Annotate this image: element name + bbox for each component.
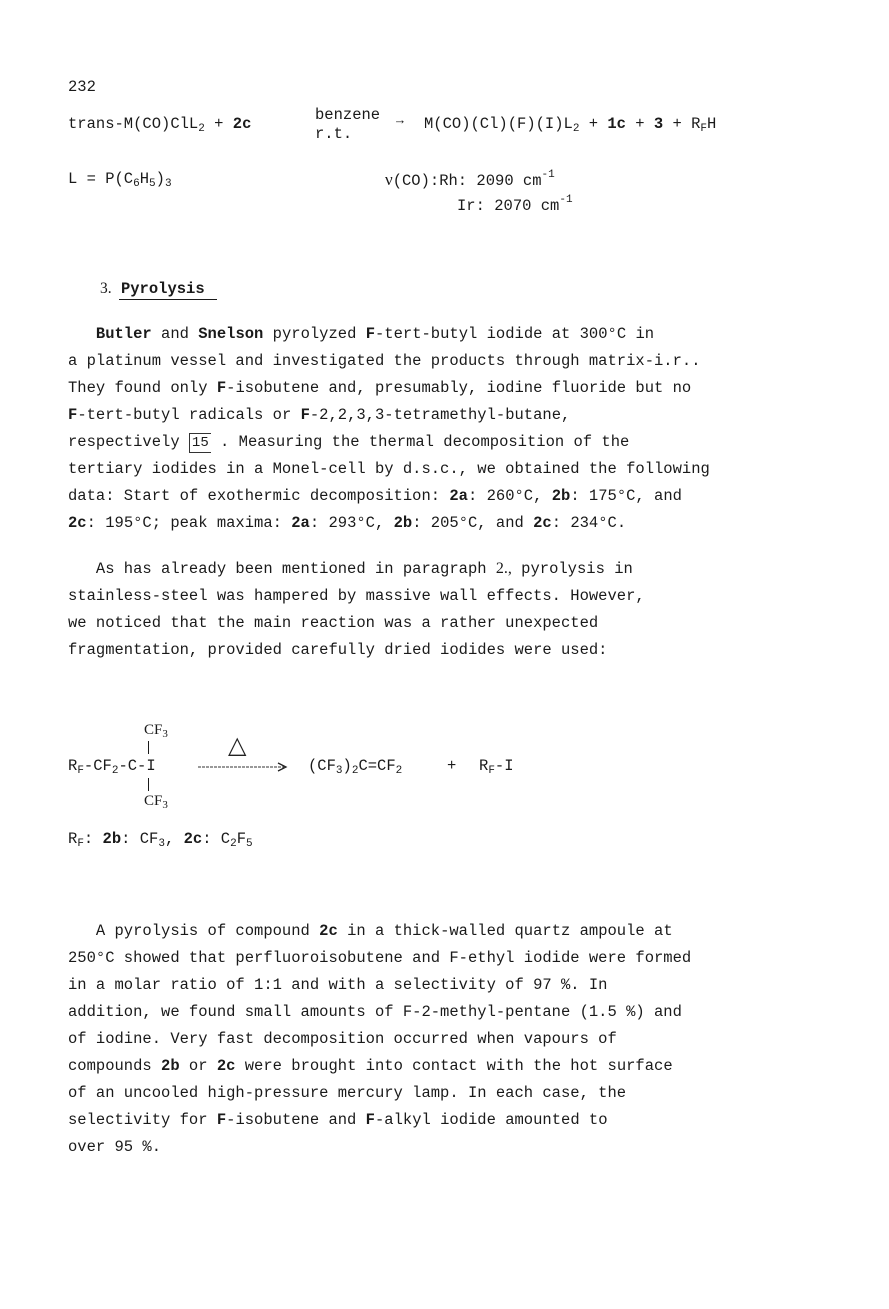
reaction-1-reactants <box>68 115 251 133</box>
scheme-product-2 <box>479 757 514 775</box>
compound-label: 2a <box>449 487 468 505</box>
ligand-mid: H <box>139 170 150 188</box>
nu-symbol: ν <box>385 170 393 189</box>
p3-text: were brought into contact with the hot surface <box>235 1057 673 1075</box>
rf-def-sub: F <box>77 838 84 850</box>
rf-def-b-label: 2b <box>102 830 122 848</box>
p1-line-6: tertiary iodides in a Monel-cell by d.s.c., we obtained the following <box>68 460 710 478</box>
product-b: ) <box>342 757 352 775</box>
p1-line-5 <box>68 429 710 456</box>
p3-bold-f: F <box>216 1111 227 1129</box>
extra-product-3: R <box>691 115 701 133</box>
rf-def-c-sub2: 5 <box>246 838 253 850</box>
p1-line-7 <box>68 483 710 510</box>
compound-label: 2c <box>319 922 338 940</box>
p1-line-4 <box>68 402 710 429</box>
rf-def-c-label: 2c <box>183 830 203 848</box>
p1-text: : 293°C, <box>309 514 394 532</box>
product-sub3: 2 <box>395 765 403 777</box>
p3-line-3: in a molar ratio of 1:1 and with a selectivity of 97 %. In <box>68 976 608 994</box>
paragraph-1 <box>68 321 710 537</box>
extra-product-3-tail: H <box>707 115 717 133</box>
p1-text: pyrolyzed <box>263 325 366 343</box>
compound-label: 2c <box>68 514 87 532</box>
compound-label: 2b <box>393 514 413 532</box>
ligand-close: ) <box>155 170 165 188</box>
compound-label: 2a <box>291 514 310 532</box>
product2-sub: F <box>488 765 495 777</box>
solvent-label: benzene <box>315 106 381 124</box>
p2-line-4: fragmentation, provided carefully dried iodides were used: <box>68 641 608 659</box>
p3-line-1 <box>68 918 691 945</box>
ligand-sub-1: 6 <box>133 178 140 190</box>
section-heading <box>100 280 205 298</box>
chain-b: -C-I <box>118 757 156 775</box>
p1-line-3 <box>68 375 710 402</box>
scheme-bottom-cf3 <box>144 793 168 810</box>
p3-line-8 <box>68 1107 691 1134</box>
rh-exponent: -1 <box>541 169 555 181</box>
p1-text: : 234°C. <box>551 514 627 532</box>
p1-text: : 205°C, and <box>412 514 534 532</box>
p1-line-1 <box>68 321 710 348</box>
ir-label: Ir: <box>457 197 485 215</box>
ir-rh-line <box>385 170 555 190</box>
p3-bold-f: F <box>365 1111 375 1129</box>
p3-line-9: over 95 %. <box>68 1138 162 1156</box>
p1-text: : 260°C, <box>467 487 552 505</box>
rf-definition <box>68 830 253 848</box>
compound-label: 2b <box>161 1057 180 1075</box>
p3-line-6 <box>68 1053 691 1080</box>
rf-def-main: R <box>68 830 78 848</box>
rf-def-c-sub1: 2 <box>230 838 237 850</box>
p3-text: or <box>179 1057 217 1075</box>
rf-def-b-value: : CF <box>121 830 159 848</box>
ir-ir-line <box>457 194 573 215</box>
extra-product-1: 1c <box>607 115 626 133</box>
product-c: C=CF <box>358 757 396 775</box>
top-group: CF <box>144 722 163 738</box>
ligand-sub-2: 5 <box>149 178 156 190</box>
p1-line-2: a platinum vessel and investigated the products through matrix-i.r.. <box>68 352 701 370</box>
scheme-reactant <box>68 757 156 775</box>
product-a: (CF <box>308 757 336 775</box>
p1-line-8 <box>68 510 710 537</box>
p3-text: A pyrolysis of compound <box>68 922 320 940</box>
bond-top <box>148 741 149 754</box>
author-snelson: Snelson <box>198 325 264 343</box>
rf-sub: F <box>77 765 84 777</box>
reference-15[interactable]: 15 <box>189 433 211 453</box>
reaction-1-products: M(CO)(Cl)(F)(I)L2 + 1c + 3 + RFH <box>424 115 717 135</box>
extra-product-3-subscript: F <box>700 123 707 135</box>
scheme-top-cf3 <box>144 722 168 739</box>
page-number: 232 <box>68 78 96 96</box>
bottom-sub: 3 <box>162 799 168 811</box>
rf-def-c-value: : C <box>202 830 231 848</box>
product2-main: R <box>479 757 489 775</box>
p1-text: respectively <box>68 433 189 451</box>
bottom-group: CF <box>144 793 163 809</box>
p3-text: -alkyl iodide amounted to <box>374 1111 608 1129</box>
rh-label: (CO):Rh: <box>392 172 468 190</box>
conditions-label: r.t. <box>315 125 353 143</box>
p3-text: selectivity for <box>68 1111 217 1129</box>
paragraph-ref: 2., <box>495 560 512 577</box>
extra-product-2: 3 <box>653 115 664 133</box>
ligand-left: L = P(C <box>68 170 134 188</box>
p1-text: -2,2,3,3-tetramethyl-butane, <box>309 406 571 424</box>
chain-a: -CF <box>83 757 112 775</box>
p1-bold-f: F <box>365 325 375 343</box>
p1-text: data: Start of exothermic decomposition: <box>68 487 450 505</box>
reactant-subscript: 2 <box>198 123 205 135</box>
p1-text: : 195°C; peak maxima: <box>86 514 292 532</box>
rf-def-comma: , <box>164 830 184 848</box>
section-number: 3. <box>100 280 112 297</box>
product-sub1: 3 <box>335 765 343 777</box>
p3-line-5: of iodine. Very fast decomposition occurred when vapours of <box>68 1030 617 1048</box>
compound-label: 2b <box>551 487 571 505</box>
paragraph-2 <box>68 555 645 664</box>
p1-bold-f: F <box>300 406 310 424</box>
chain-sub: 2 <box>111 765 119 777</box>
product-main: M(CO)(Cl)(F)(I)L <box>424 115 573 133</box>
p1-text: -tert-butyl radicals or <box>77 406 301 424</box>
p2-line-2: stainless-steel was hampered by massive wall effects. However, <box>68 587 645 605</box>
compound-label: 2c <box>533 514 552 532</box>
section-title-underline <box>119 299 217 300</box>
reactant: trans-M(CO)ClL <box>68 115 199 133</box>
reagent-label: 2c <box>232 115 252 133</box>
p1-text: and <box>151 325 199 343</box>
rf-def-colon: : <box>83 830 103 848</box>
ir-value: 2070 cm <box>494 197 560 215</box>
p1-bold-f: F <box>68 406 78 424</box>
section-title: Pyrolysis <box>120 280 205 298</box>
compound-label: 2c <box>216 1057 236 1075</box>
rf-def-c-mid: F <box>236 830 247 848</box>
ligand-definition <box>68 170 172 188</box>
p3-text: -isobutene and <box>226 1111 366 1129</box>
author-butler: Butler <box>95 325 152 343</box>
product-sub2: 2 <box>351 765 359 777</box>
scheme-arrow <box>198 761 290 773</box>
rf-main: R <box>68 757 78 775</box>
p1-text: . Measuring the thermal decomposition of the <box>210 433 630 451</box>
scheme-plus: + <box>447 757 457 775</box>
rh-value: 2090 cm <box>476 172 542 190</box>
p1-text: -tert-butyl iodide at 300°C in <box>375 325 655 343</box>
p1-bold-f: F <box>216 379 227 397</box>
heat-triangle: △ <box>228 731 247 759</box>
p2-text: As has already been mentioned in paragraph <box>68 560 496 578</box>
p3-line-2: 250°C showed that perfluoroisobutene and F-ethyl iodide were formed <box>68 949 692 967</box>
bond-bottom <box>148 778 149 791</box>
p3-text: in a thick-walled quartz ampoule at <box>337 922 673 940</box>
top-sub: 3 <box>162 728 168 740</box>
p3-line-4: addition, we found small amounts of F-2-methyl-pentane (1.5 %) and <box>68 1003 682 1021</box>
p1-text: They found only <box>68 379 217 397</box>
scheme-product <box>308 757 402 775</box>
p3-line-7: of an uncooled high-pressure mercury lamp. In each case, the <box>68 1084 627 1102</box>
rf-def-b-sub: 3 <box>158 838 165 850</box>
paragraph-3 <box>68 918 691 1161</box>
p2-line-1 <box>68 555 645 583</box>
p2-line-3: we noticed that the main reaction was a rather unexpected <box>68 614 599 632</box>
ligand-sub-3: 3 <box>164 178 172 190</box>
p2-text: pyrolysis in <box>511 560 633 578</box>
reaction-arrow: → <box>396 113 404 128</box>
product-subscript: 2 <box>572 123 580 135</box>
ir-exponent: -1 <box>559 194 573 206</box>
p1-text: -isobutene and, presumably, iodine fluoride but no <box>226 379 692 397</box>
product2-tail: -I <box>494 757 514 775</box>
p3-text: compounds <box>68 1057 162 1075</box>
p1-text: : 175°C, and <box>570 487 682 505</box>
plus-sign: + <box>214 115 224 133</box>
